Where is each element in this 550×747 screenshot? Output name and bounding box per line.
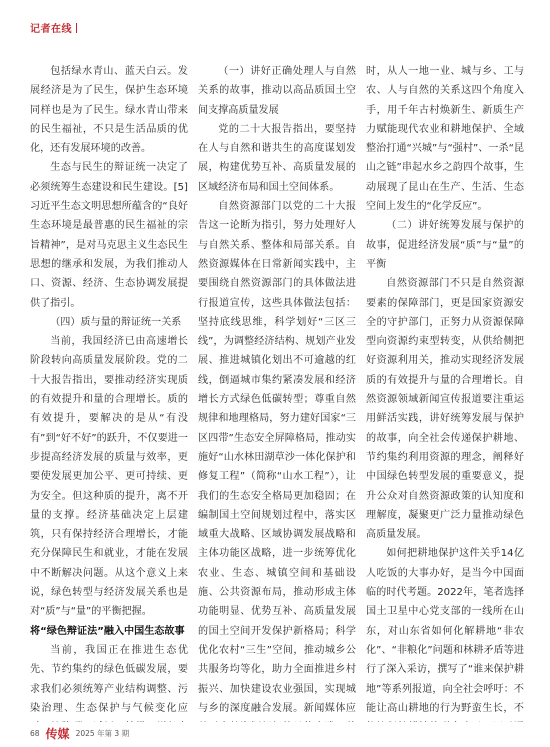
paragraph: 如何把耕地保护这件关乎14亿人吃饭的大事办好，是当今中国面临的时代考题。2022年，笔者选择国土卫星中心党支部的一线所在山东，对山东省如何化解耕地“非农化”、“非粮化”问题和林耕矛盾等进行了深入采访，撰写了“谁来保护耕地”等系列报道，向全社会呼吁：不能让高山耕地的行为野蛮生长，不 bbox=[366, 548, 524, 714]
paragraph: 当前，我国正在推进生态优先、节约集约的绿色低碳发展，要求我们必须统筹产业结构调整、污染治理、生态保护与气候变化应 bbox=[30, 644, 188, 714]
paragraph: 时，从人一地一业、城与乡、工与农、人与自然的关系这四个角度入手，用千年古村焕新生、新质生产力赋能现代农业和耕地保护、全域整治打通“兴城”与“强村”、一杀“昆山之链”串起水乡之韵四个故事，生动展现了昆山在生产、生活、生态空间上发生的“化学反应”。 bbox=[366, 66, 524, 213]
magazine-logo: 传媒 bbox=[45, 727, 70, 741]
column-1 bbox=[30, 62, 188, 722]
section-title: 记者在线 bbox=[30, 24, 72, 35]
header-divider bbox=[76, 23, 77, 33]
paragraph: 包括绿水青山、蓝天白云。发展经济是为了民生，保护生态环境同样也是为了民生。绿水青山带来的民生福祉，不只是生活品质的优化，还有发展环境的改善。 bbox=[30, 66, 188, 155]
paragraph: 自然资源部门以党的二十大报告这一论断为指引，努力处理好人与自然关系、整体和局部关系。自然资源媒体在日常新闻实践中，主要围绕自然资源部门的具体做法进行报道宣传，这些具体做法包括：坚持底线思维，科学划好“三区三线”，为调整经济结构、规划产业发展、推进城镇化划出不可逾越的红线，倒逼城市集约紧凑发展和经济增长方式绿色低碳转型；尊重自然规律和地理格局，努力建好国家“三区四带”生态安全屏障格局，推动实施好“山水林田湖草沙一体化保护和修复工程”（简称“山水工程”），让我们的生态安全格局更加稳固；在编制国土空间规划过程中，落实区域重大战略、区域协调发展战略和主体功能区战略，进一步统筹优化农业、生态、城镇空间和基础设施、公共资源布局，推动形成主体功能明显、优势互补、高质量发展的国土空间开发保护新格局；科学优化农村“三生”空间，推动城乡公共服务均等化，助力全面推进乡村振兴、加快建设农业强国，实现城与乡的深度融合发展。新闻媒体应 bbox=[198, 201, 356, 714]
section-heading: （一）讲好正确处理人与自然关系的故事，推动以高品质国土空间支撑高质量发展 bbox=[198, 66, 356, 116]
main-heading: 将“绿色辩证法”融入中国生态故事 bbox=[30, 625, 185, 637]
page-footer bbox=[30, 725, 129, 742]
paragraph: 当前，我国经济已由高速增长阶段转向高质量发展阶段。党的二十大报告指出，要推动经济实现质的有效提升和量的合理增长。质的有效提升，要解决的是从“有没有”到“好不好”的跃升，不仅要进一步提高经济发展的质量与效率，更要使发展更加公平、更可持续、更为安全。但这种质的提升，离不开量的支撑。经济基础决定上层建筑，只有保持经济合理增长，才能充分保障民生和就业，才能在发展中不断解决问题。从这个意义上来说，绿色转型与经济发展关系也是对“质”与“量”的平衡把握。 bbox=[30, 336, 188, 618]
paragraph: 生态与民生的辩证统一决定了必须统筹生态建设和民生建设。[5]习近平生态文明思想所蕴含的“良好生态环境是最普惠的民生福祉的宗旨精神”，是对马克思主义生态民生思想的继承和发展，为我们推动人口、资源、经济、生态协调发展提供了指引。 bbox=[30, 162, 188, 309]
paragraph: 党的二十大报告指出，要坚持在人与自然和谐共生的高度谋划发展，构建优势互补、高质量发展的区域经济布局和国土空间体系。 bbox=[198, 123, 356, 193]
paragraph: 自然资源部门不只是自然资源要素的保障部门，更是国家资源安全的守护部门，正努力从资源保障型向资源约束型转变，从供给侧把好资源利用关，推动实现经济发展质的有效提升与量的合理增长。自然资源领域新闻宣传报道要注重运用鲜活实践，讲好统筹发展与保护的故事，向全社会传递保护耕地、节约集约利用资源的理念，阐释好中国绿色转型发展的重要意义，提升公众对自然资源政策的认知度和理解度，凝聚更广泛力量推动绿色高质量发展。 bbox=[366, 278, 524, 541]
section-heading: （二）讲好统筹发展与保护的故事，促进经济发展“质”与“量”的平衡 bbox=[366, 220, 524, 270]
column-3 bbox=[366, 62, 524, 722]
column-2 bbox=[198, 62, 356, 722]
section-heading: （四）质与量的辩证统一关系 bbox=[50, 316, 182, 328]
page-header bbox=[30, 20, 77, 35]
issue-label: 2025 年第 3 期 bbox=[75, 729, 130, 738]
page-number: 68 bbox=[30, 729, 40, 738]
